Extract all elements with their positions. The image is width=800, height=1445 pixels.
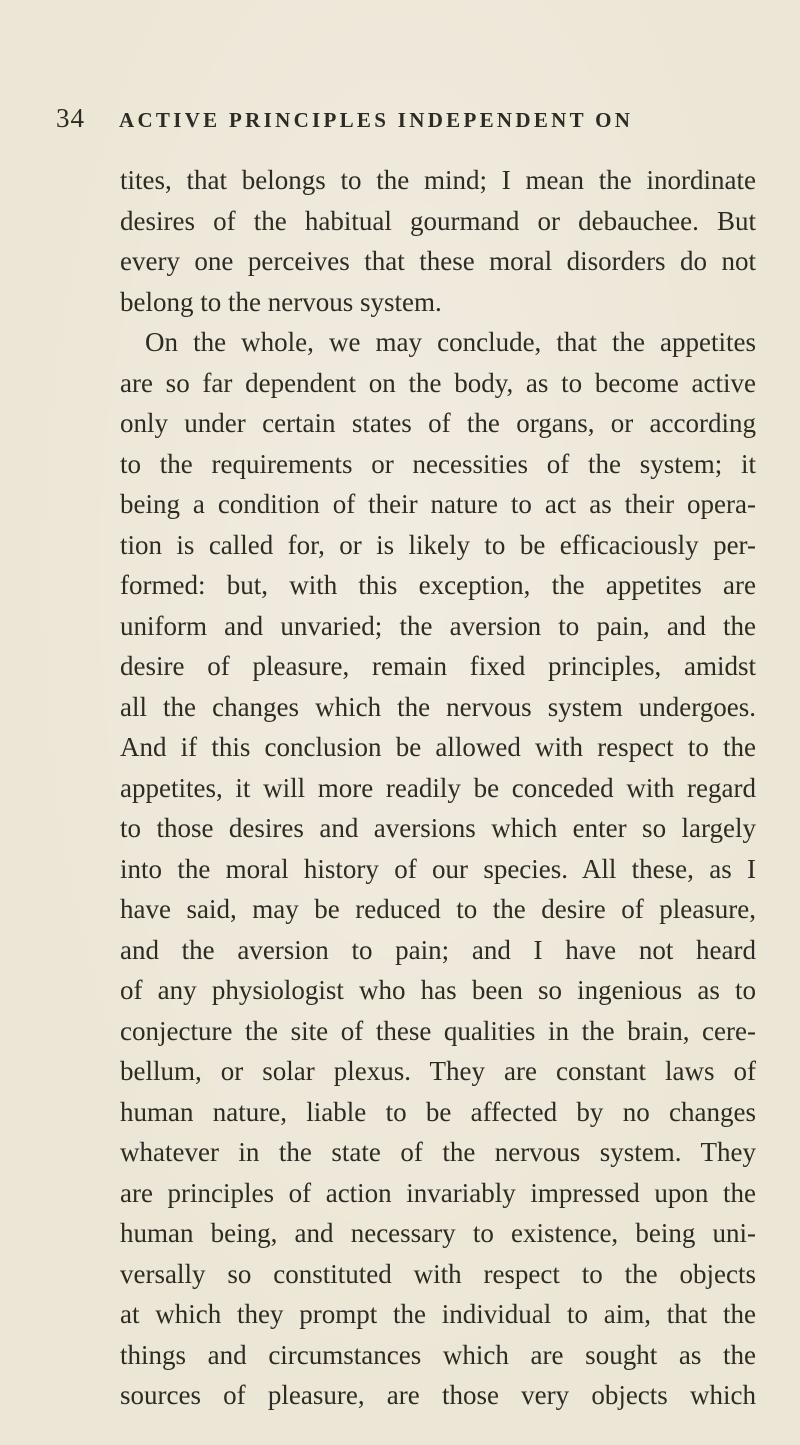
text-line: things and circumstances which are sought as the [120,1339,756,1370]
text-line: tites, that belongs to the mind; I mean the inordinate [120,165,756,195]
text-line: are principles of action invariably impressed upon the [120,1177,756,1208]
text-line: all the changes which the nervous system undergoes. [120,691,756,722]
text-line: being a condition of their nature to act as their opera- [120,489,756,519]
text-line: belong to the nervous system. [120,286,442,317]
text-line: whatever in the state of the nervous system. They [120,1137,756,1167]
text-line: versally so constituted with respect to the objects [120,1258,756,1289]
text-line: and the aversion to pain; and I have not heard [120,934,756,965]
text-line: formed: but, with this exception, the appetites are [120,570,756,600]
text-line: human being, and necessary to existence, being uni- [120,1218,756,1248]
text-line: tion is called for, or is likely to be efficaciously per- [120,529,756,560]
text-line: into the moral history of our species. All these, as I [120,853,756,884]
body-text [120,160,756,1416]
text-line: conjecture the site of these qualities in the brain, cere- [120,1015,756,1046]
text-line: to those desires and aversions which enter so largely [120,813,756,843]
running-head: ACTIVE PRINCIPLES INDEPENDENT ON [119,108,634,132]
text-line: desire of pleasure, remain fixed principles, amidst [120,651,756,681]
text-line: On the whole, we may conclude, that the appetites [145,327,756,357]
text-line: have said, may be reduced to the desire of pleasure, [120,894,756,924]
page-number: 34 [56,103,85,133]
text-line: at which they prompt the individual to aim, that the [120,1299,756,1329]
text-line: uniform and unvaried; the aversion to pain, and the [120,610,756,641]
text-line: appetites, it will more readily be conceded with regard [120,772,756,803]
text-line: of any physiologist who has been so ingenious as to [120,975,756,1005]
text-line: human nature, liable to be affected by no changes [120,1096,756,1127]
page-header [56,103,756,143]
text-line: are so far dependent on the body, as to become active [120,367,756,398]
text-line: every one perceives that these moral disorders do not [120,246,756,276]
text-line: bellum, or solar plexus. They are constant laws of [120,1056,756,1086]
text-line: only under certain states of the organs, or according [120,408,756,438]
text-line: sources of pleasure, are those very objects which [120,1380,756,1410]
text-line: And if this conclusion be allowed with respect to the [120,732,756,762]
text-line: desires of the habitual gourmand or debauchee. But [120,205,756,236]
text-line: to the requirements or necessities of the system; it [120,448,756,479]
